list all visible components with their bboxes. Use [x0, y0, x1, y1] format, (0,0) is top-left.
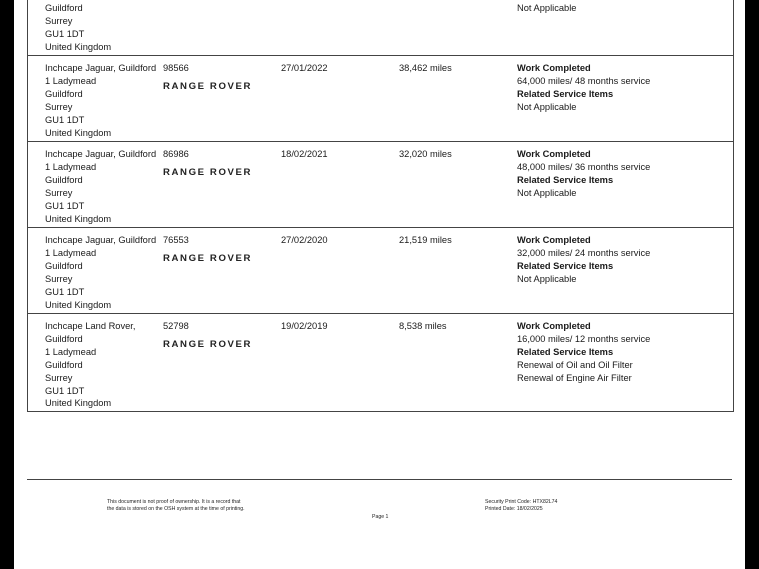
- address-line: Surrey: [45, 187, 73, 198]
- work-details: [517, 62, 732, 114]
- invoice-number: 98566: [163, 63, 189, 73]
- address-line: Guildford: [45, 359, 83, 370]
- address-line: GU1 1DT: [45, 28, 85, 39]
- dealer-address: [45, 2, 165, 54]
- printed-date: Printed Date: 18/02/2025: [485, 505, 543, 512]
- mileage: 38,462 miles: [399, 63, 452, 73]
- address-line: 1 Ladymead: [45, 161, 97, 172]
- related-heading: Related Service Items: [517, 260, 614, 271]
- ownership-disclaimer: [107, 499, 245, 513]
- table-row-partial: [28, 0, 733, 55]
- invoice-number: 76553: [163, 235, 189, 245]
- work-details: [517, 148, 732, 200]
- work-heading: Work Completed: [517, 321, 591, 331]
- table-row: [28, 141, 733, 227]
- address-line: Guildford: [45, 88, 83, 99]
- work-description: 48,000 miles/ 36 months service: [517, 161, 651, 172]
- work-heading: Work Completed: [517, 149, 591, 159]
- mileage: 21,519 miles: [399, 235, 452, 245]
- address-line: GU1 1DT: [45, 114, 85, 125]
- related-item: Not Applicable: [517, 3, 577, 13]
- disclaimer-line: the data is stored on the OSH system at the time of printing.: [107, 505, 245, 512]
- address-line: United Kingdom: [45, 213, 112, 224]
- address-line: Inchcape Land Rover,: [45, 321, 136, 331]
- dealer-address: [45, 148, 165, 225]
- dealer-address: [45, 62, 165, 139]
- dealer-address: [45, 320, 165, 410]
- address-line: Inchcape Jaguar, Guildford: [45, 149, 157, 159]
- related-item: Renewal of Engine Air Filter: [517, 372, 632, 383]
- related-item: Not Applicable: [517, 187, 577, 198]
- invoice-cell: [163, 62, 252, 94]
- work-heading: Work Completed: [517, 63, 591, 73]
- range-rover-logo: RANGE ROVER: [163, 252, 253, 264]
- invoice-cell: [163, 320, 252, 352]
- address-line: Inchcape Jaguar, Guildford: [45, 235, 157, 245]
- work-description: 32,000 miles/ 24 months service: [517, 247, 651, 258]
- related-heading: Related Service Items: [517, 346, 614, 357]
- address-line: Guildford: [45, 260, 83, 271]
- service-history-table: [27, 0, 734, 412]
- address-line: Guildford: [45, 174, 83, 185]
- table-row: [28, 313, 733, 411]
- work-details: [517, 2, 732, 15]
- range-rover-logo: RANGE ROVER: [163, 338, 253, 350]
- address-line: Inchcape Jaguar, Guildford: [45, 63, 157, 73]
- table-row: [28, 227, 733, 313]
- address-line: United Kingdom: [45, 398, 112, 409]
- work-description: 16,000 miles/ 12 months service: [517, 333, 651, 344]
- work-description: 64,000 miles/ 48 months service: [517, 75, 651, 86]
- service-date: 18/02/2021: [281, 149, 328, 159]
- dealer-address: [45, 234, 165, 311]
- related-heading: Related Service Items: [517, 174, 614, 185]
- address-line: Surrey: [45, 273, 73, 284]
- service-date: 27/01/2022: [281, 63, 328, 73]
- invoice-number: 52798: [163, 321, 189, 331]
- address-line: GU1 1DT: [45, 385, 85, 396]
- address-line: Guildford: [45, 3, 83, 13]
- address-line: Surrey: [45, 372, 73, 383]
- invoice-cell: [163, 234, 252, 266]
- address-line: Surrey: [45, 15, 73, 26]
- address-line: GU1 1DT: [45, 286, 85, 297]
- address-line: United Kingdom: [45, 41, 112, 52]
- work-details: [517, 234, 732, 286]
- invoice-cell: [163, 148, 252, 180]
- address-line: United Kingdom: [45, 127, 112, 138]
- work-details: [517, 320, 732, 385]
- address-line: 1 Ladymead: [45, 346, 97, 357]
- address-line: 1 Ladymead: [45, 247, 97, 258]
- related-item: Not Applicable: [517, 273, 577, 284]
- footer-divider: [27, 479, 732, 480]
- invoice-number: 86986: [163, 149, 189, 159]
- address-line: Surrey: [45, 101, 73, 112]
- table-row: [28, 55, 733, 141]
- related-item: Not Applicable: [517, 101, 577, 112]
- service-date: 27/02/2020: [281, 235, 328, 245]
- address-line: United Kingdom: [45, 299, 112, 310]
- address-line: Guildford: [45, 333, 83, 344]
- mileage: 8,538 miles: [399, 321, 447, 331]
- document-page: [14, 0, 745, 569]
- range-rover-logo: RANGE ROVER: [163, 166, 253, 178]
- range-rover-logo: RANGE ROVER: [163, 80, 253, 92]
- security-print-code: Security Print Code: HTX82L74: [485, 499, 558, 505]
- page-number: Page 1: [372, 514, 389, 520]
- related-item: Renewal of Oil and Oil Filter: [517, 359, 633, 370]
- mileage: 32,020 miles: [399, 149, 452, 159]
- work-heading: Work Completed: [517, 235, 591, 245]
- service-date: 19/02/2019: [281, 321, 328, 331]
- address-line: GU1 1DT: [45, 200, 85, 211]
- related-heading: Related Service Items: [517, 88, 614, 99]
- print-info: [485, 499, 557, 513]
- address-line: 1 Ladymead: [45, 75, 97, 86]
- disclaimer-line: This document is not proof of ownership. It is a record that: [107, 499, 241, 505]
